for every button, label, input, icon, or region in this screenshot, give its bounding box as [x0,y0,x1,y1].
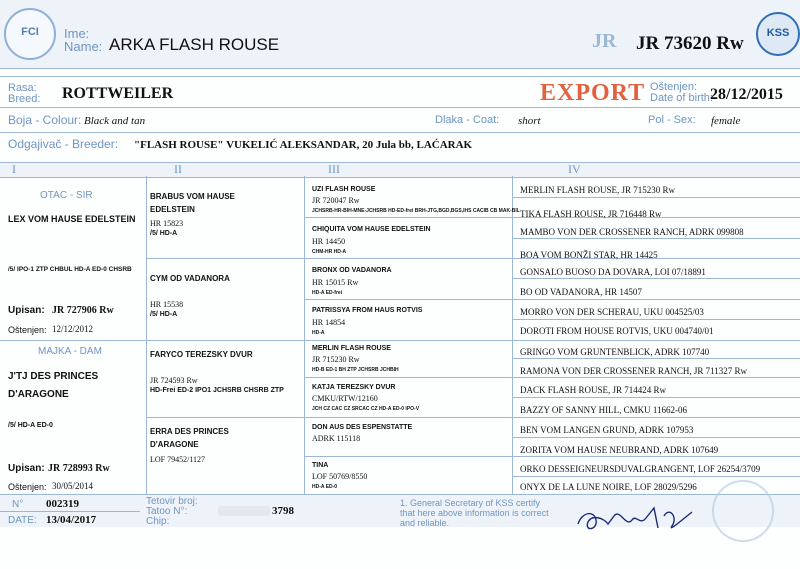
column-header-iv: IV [568,162,581,176]
gen4-entry: TIKA FLASH ROUSE, JR 716448 Rw [520,209,662,219]
sire-titles: /5/ IPO-1 ZTP CHBUL HD-A ED-0 CHSRB [8,266,132,273]
tattoo-label-1: Tetovir broj: [146,496,198,507]
sire-ostenjen-label: Oštenjen: [8,325,47,335]
sire-name: LEX VOM HAUSE EDELSTEIN [8,214,136,224]
gen3-titles: HD-B ED-1 BH ZTP JCHSRB JCHBIH [312,367,399,373]
gen3-reg: LOF 50769/8550 [312,472,368,481]
gen3-titles: JCH CZ CAC CZ SRCAC CZ HD-A ED-0 IPO-V [312,406,420,412]
gen3-name: CHIQUITA VOM HAUSE EDELSTEIN [312,226,431,233]
grid-line [512,319,800,320]
gen2-titles: /5/ HD-A [150,230,178,237]
secretary-text-1: 1. General Secretary of KSS certify [400,498,541,508]
breed-label-1: Rasa: [8,82,37,94]
gen3-name: MERLIN FLASH ROUSE [312,345,391,352]
gen3-name: DON AUS DES ESPENSTATTE [312,424,413,431]
gen4-entry: ZORITA VOM HAUSE NEUBRAND, ADRK 107649 [520,445,719,455]
colour-label: Boja - Colour: [8,113,82,127]
dam-label: MAJKA - DAM [38,346,102,357]
kss-logo [756,12,800,56]
gen3-reg: HR 14450 [312,237,346,246]
grid-line [512,358,800,359]
grid-line [512,197,800,198]
grid-line [304,456,800,457]
gen2-reg: HR 15538 [150,300,184,309]
gen4-entry: MERLIN FLASH ROUSE, JR 715230 Rw [520,185,676,195]
divider [0,511,140,512]
gen2-name: BRABUS VOM HAUSE [150,192,235,201]
grid-line [512,278,800,279]
chip-value: 3798 [272,505,294,517]
divider [0,132,800,133]
column-header-band [0,162,800,178]
date-label: DATE: [8,515,37,526]
grid-line [512,397,800,398]
sex-label: Pol - Sex: [648,114,696,126]
reg-prefix: JR [592,30,617,52]
name-label-1: Ime: [64,26,90,41]
tattoo-label-2: Tatoo N°: [146,506,188,517]
divider [0,107,800,108]
chip-redaction [218,506,270,516]
gen3-titles: HD-A ED-0 [312,484,338,490]
grid-line [304,377,800,378]
dam-name-1: J'TJ DES PRINCES [8,371,99,382]
kss-stamp [712,480,774,542]
gen2-reg: HR 15823 [150,219,184,228]
column-header-iii: III [328,162,340,176]
colour-value: Black and tan [84,115,146,127]
grid-line [512,176,513,494]
gen2-titles: HD-Frei ED-2 IPO1 JCHSRB CHSRB ZTP [150,387,284,394]
gen4-entry: ONYX DE LA LUNE NOIRE, LOF 28029/5296 [520,482,697,492]
gen3-name: UZI FLASH ROUSE [312,186,376,193]
dam-titles: /5/ HD-A ED-0 [8,422,53,429]
dam-name-2: D'ARAGONE [8,389,69,400]
gen3-name: BRONX OD VADANORA [312,267,392,274]
column-header-ii: II [174,162,182,176]
gen4-entry: BO OD VADANORA, HR 14507 [520,287,642,297]
grid-line [304,299,800,300]
gen4-entry: MAMBO VON DER CROSSENER RANCH, ADRK 099808 [520,227,744,237]
grid-line [512,476,800,477]
column-header-i: I [12,162,16,176]
gen2-reg: LOF 79452/1127 [150,455,206,464]
dam-ostenjen: 30/05/2014 [52,481,94,491]
breeder-value: "FLASH ROUSE" VUKELIĆ ALEKSANDAR, 20 Jula bb, LAĆARAK [134,139,473,151]
grid-line [512,238,800,239]
dam-upisan: JR 728993 Rw [48,463,110,474]
grid-line [512,437,800,438]
grid-line [304,176,305,494]
sire-upisan: JR 727906 Rw [52,305,114,316]
gen3-name: KATJA TEREZSKY DVUR [312,384,396,391]
gen4-entry: DACK FLASH ROUSE, JR 714424 Rw [520,385,667,395]
sire-ostenjen: 12/12/2012 [52,324,94,334]
breed-value: ROTTWEILER [62,85,174,102]
grid-line [0,340,800,341]
gen2-titles: /5/ HD-A [150,311,178,318]
breed-label-2: Breed: [8,93,41,105]
dob-value: 28/12/2015 [710,86,783,103]
coat-label: Dlaka - Coat: [435,114,500,126]
chip-label: Chip: [146,516,170,527]
gen2-reg: JR 724593 Rw [150,376,198,385]
fci-logo [4,8,56,60]
sire-label: OTAC - SIR [40,190,93,201]
divider [0,76,800,77]
gen3-reg: CMKU/RTW/12160 [312,394,378,403]
gen2-name: CYM OD VADANORA [150,274,230,283]
gen3-reg: HR 14854 [312,318,346,327]
dog-name: ARKA FLASH ROUSE [109,35,280,54]
secretary-text-2: that here above information is correct [400,508,549,518]
gen2-name: FARYCO TEREZSKY DVUR [150,350,253,359]
gen3-titles: CHM-HR HD-A [312,249,347,255]
gen4-entry: GONSALO BUOSO DA DOVARA, LOI 07/18891 [520,267,706,277]
no-label: N° [12,499,24,510]
sire-upisan-label: Upisan: [8,305,45,316]
gen4-entry: BAZZY OF SANNY HILL, CMKU 11662-06 [520,405,687,415]
gen3-titles: JCHSRB-HR-BIH-MNE-JCHSRB HD-ED-frei BRH-JTG,BGD,BGS,IHS CACIB CB MAK-BIL [312,208,520,214]
gen4-entry: DOROTI FROM HOUSE ROTVIS, UKU 004740/01 [520,326,714,336]
name-label-2: Name: [64,39,103,54]
sex-value: female [711,115,741,127]
signature [574,498,704,538]
gen4-entry: RAMONA VON DER CROSSENER RANCH, JR 711327 Rw [520,366,748,376]
gen3-reg: JR 715230 Rw [312,355,360,364]
secretary-text-3: and reliable. [400,518,450,528]
reg-number: JR 73620 Rw [636,33,744,54]
gen2-name: D'ARAGONE [150,440,199,449]
dob-label-1: Oštenjen: [650,81,698,93]
dob-label-2: Date of birth: [650,92,713,104]
export-stamp: EXPORT [540,80,646,106]
kss-logo-text: KSS [766,27,790,39]
breeder-label: Odgajivač - Breeder: [8,137,119,151]
gen4-entry: ORKO DESSEIGNEURSDUVALGRANGENT, LOF 26254/3709 [520,464,761,474]
no-value: 002319 [46,498,79,510]
gen4-entry: BOA VOM BONŽI STAR, HR 14425 [520,250,658,260]
gen4-entry: GRINGO VOM GRUNTENBLICK, ADRK 107740 [520,347,710,357]
gen3-reg: HR 15015 Rw [312,278,359,287]
gen3-titles: HD-A ED-frei [312,290,343,296]
gen4-entry: MORRO VON DER SCHERAU, UKU 004525/03 [520,307,704,317]
gen4-entry: BEN VOM LANGEN GRUND, ADRK 107953 [520,425,694,435]
gen3-reg: JR 720047 Rw [312,196,360,205]
grid-line [146,258,800,259]
grid-line [146,417,800,418]
dam-ostenjen-label: Oštenjen: [8,482,47,492]
dam-upisan-label: Upisan: [8,463,45,474]
gen2-name: EDELSTEIN [150,205,195,214]
grid-line [146,176,147,494]
gen3-titles: HD-A [312,330,325,336]
gen3-reg: ADRK 115118 [312,434,361,443]
gen3-name: TINA [312,462,329,469]
gen2-name: ERRA DES PRINCES [150,427,229,436]
gen3-name: PATRISSYA FROM HAUS ROTVIS [312,307,423,314]
fci-logo-text: FCI [21,26,39,38]
coat-value: short [518,115,541,127]
date-value: 13/04/2017 [46,514,97,526]
